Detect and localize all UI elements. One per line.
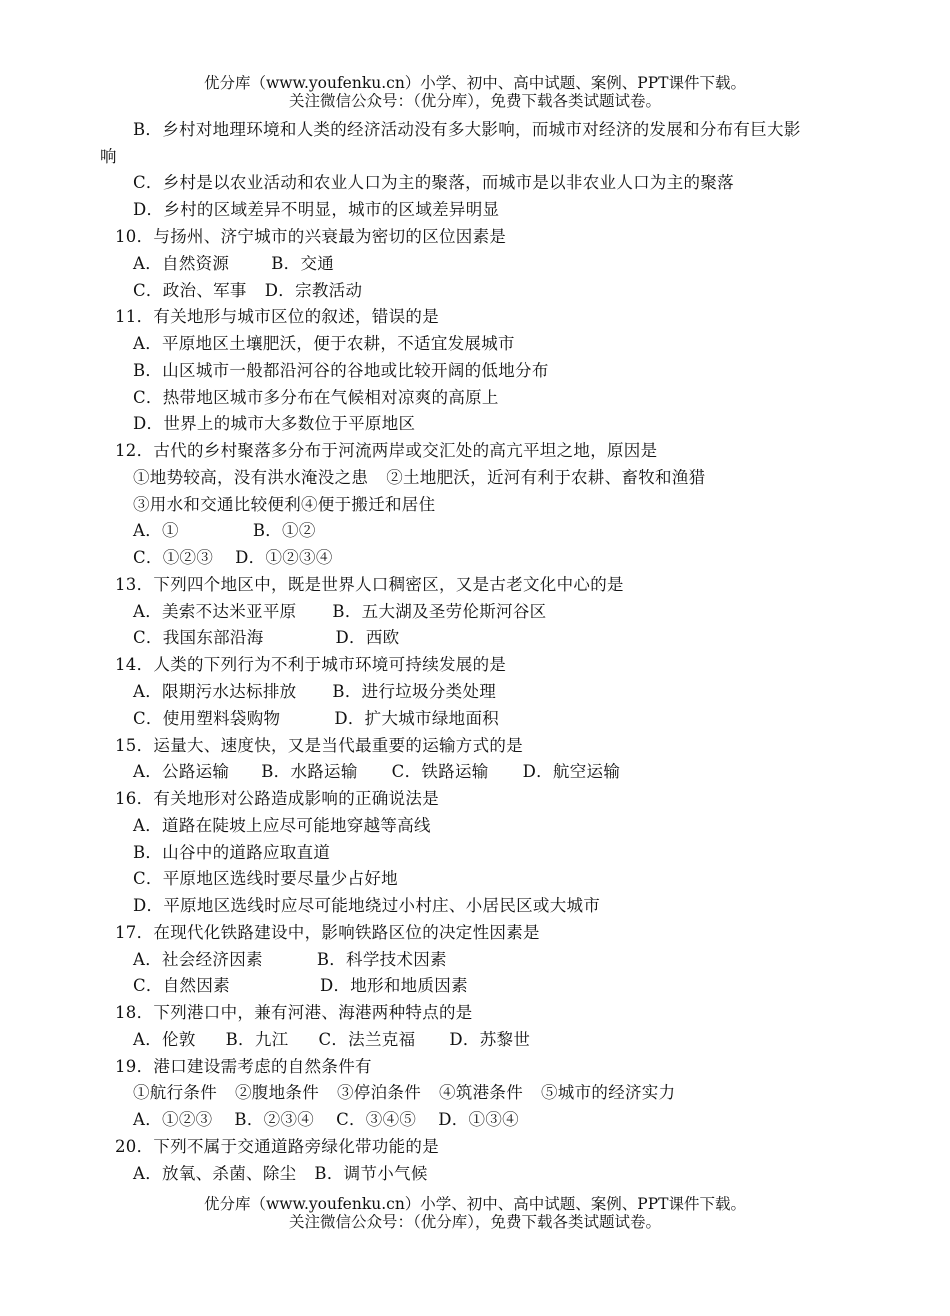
q10-option-a: A．自然资源 [133, 254, 230, 273]
q9-option-b-continued: 响 [100, 147, 117, 166]
q12-option-d: D．①②③④ [235, 548, 333, 567]
q18-option-c: C．法兰克福 [318, 1030, 416, 1049]
q13-option-d: D．西欧 [335, 628, 400, 647]
q12-stem: 12．古代的乡村聚落多分布于河流两岸或交汇处的高亢平坦之地，原因是 [115, 441, 658, 460]
q17-stem: 17．在现代化铁路建设中，影响铁路区位的决定性因素是 [115, 923, 540, 942]
q13-options-row-2 [133, 628, 399, 648]
q20-options-row-1 [133, 1164, 428, 1184]
q17-options-row-1 [133, 950, 447, 970]
q9-option-d: D．乡村的区域差异不明显，城市的区域差异明显 [133, 200, 500, 219]
q19-item-3: ③停泊条件 [337, 1083, 421, 1102]
q16-option-a: A．道路在陡坡上应尽可能地穿越等高线 [133, 816, 431, 835]
q19-option-d: D．①③④ [438, 1110, 519, 1129]
q14-options-row-1 [133, 682, 496, 702]
q16-option-b: B．山谷中的道路应取直道 [133, 843, 331, 862]
q16-option-d: D．平原地区选线时应尽可能地绕过小村庄、小居民区或大城市 [133, 896, 601, 915]
q11-option-d: D．世界上的城市大多数位于平原地区 [133, 414, 416, 433]
q12-options-row-1 [133, 521, 316, 541]
q14-stem: 14．人类的下列行为不利于城市环境可持续发展的是 [115, 655, 507, 674]
q18-option-b: B．九江 [225, 1030, 289, 1049]
page-footer [0, 1195, 950, 1231]
q18-stem: 18．下列港口中，兼有河港、海港两种特点的是 [115, 1003, 473, 1022]
q15-option-b: B．水路运输 [261, 762, 358, 781]
q11-option-a: A．平原地区土壤肥沃，便于农耕，不适宜发展城市 [133, 334, 515, 353]
q18-option-d: D．苏黎世 [449, 1030, 531, 1049]
q19-item-2: ②腹地条件 [235, 1083, 319, 1102]
q10-option-d: D．宗教活动 [264, 281, 363, 300]
footer-line-1: 优分库（www.youfenku.cn）小学、初中、高中试题、案例、PPT课件下载。 [203, 1195, 747, 1213]
q12-item-2: ②土地肥沃，近河有利于农耕、畜牧和渔猎 [386, 468, 706, 487]
header-line-1: 优分库（www.youfenku.cn）小学、初中、高中试题、案例、PPT课件下载。 [203, 74, 747, 92]
q13-option-b: B．五大湖及圣劳伦斯河谷区 [332, 602, 547, 621]
page-header [0, 74, 950, 110]
q19-options-row [133, 1110, 519, 1130]
q17-option-c: C．自然因素 [133, 976, 230, 995]
q19-item-5: ⑤城市的经济实力 [541, 1083, 676, 1102]
q12-items-row-1 [133, 468, 705, 488]
q10-option-c: C．政治、军事 [133, 281, 247, 300]
q17-options-row-2 [133, 976, 468, 996]
q14-option-a: A．限期污水达标排放 [133, 682, 297, 701]
q9-option-c: C．乡村是以农业活动和农业人口为主的聚落，而城市是以非农业人口为主的聚落 [133, 173, 734, 192]
q15-option-d: D．航空运输 [522, 762, 621, 781]
q12-option-b: B．①② [252, 521, 316, 540]
q16-option-c: C．平原地区选线时要尽量少占好地 [133, 869, 398, 888]
q12-option-c: C．①②③ [133, 548, 214, 567]
q15-stem: 15．运量大、速度快，又是当代最重要的运输方式的是 [115, 736, 523, 755]
q15-option-c: C．铁路运输 [391, 762, 489, 781]
q17-option-b: B．科学技术因素 [316, 950, 447, 969]
q13-option-a: A．美索不达米亚平原 [133, 602, 297, 621]
q14-option-c: C．使用塑料袋购物 [133, 709, 281, 728]
q17-option-a: A．社会经济因素 [133, 950, 263, 969]
q15-option-a: A．公路运输 [133, 762, 230, 781]
q10-options-row-1 [133, 254, 334, 274]
q15-options-row [133, 762, 620, 782]
q20-stem: 20．下列不属于交通道路旁绿化带功能的是 [115, 1137, 439, 1156]
q19-items-row [133, 1083, 675, 1103]
q11-stem: 11．有关地形与城市区位的叙述，错误的是 [115, 307, 439, 326]
q19-item-4: ④筑港条件 [439, 1083, 523, 1102]
q19-item-1: ①航行条件 [133, 1083, 217, 1102]
q10-stem: 10．与扬州、济宁城市的兴衰最为密切的区位因素是 [115, 227, 507, 246]
q10-options-row-2 [133, 281, 362, 301]
q12-options-row-2 [133, 548, 333, 568]
q14-option-d: D．扩大城市绿地面积 [334, 709, 500, 728]
q11-option-b: B．山区城市一般都沿河谷的谷地或比较开阔的低地分布 [133, 361, 549, 380]
q13-options-row-1 [133, 602, 546, 622]
q19-option-c: C．③④⑤ [336, 1110, 417, 1129]
q13-option-c: C．我国东部沿海 [133, 628, 264, 647]
q11-option-c: C．热带地区城市多分布在气候相对凉爽的高原上 [133, 388, 499, 407]
q18-option-a: A．伦敦 [133, 1030, 196, 1049]
q19-option-b: B．②③④ [234, 1110, 315, 1129]
header-line-2: 关注微信公众号：（优分库），免费下载各类试题试卷。 [288, 92, 661, 110]
q10-option-b: B．交通 [271, 254, 335, 273]
q19-stem: 19．港口建设需考虑的自然条件有 [115, 1057, 372, 1076]
q20-option-a: A．放氧、杀菌、除尘 [133, 1164, 297, 1183]
q19-option-a: A．①②③ [133, 1110, 213, 1129]
q12-option-a: A．① [133, 521, 179, 540]
q17-option-d: D．地形和地质因素 [319, 976, 468, 995]
q16-stem: 16．有关地形对公路造成影响的正确说法是 [115, 789, 439, 808]
q9-option-b: B．乡村对地理环境和人类的经济活动没有多大影响，而城市对经济的发展和分布有巨大影 [133, 120, 801, 139]
q14-option-b: B．进行垃圾分类处理 [332, 682, 497, 701]
q18-options-row [133, 1030, 530, 1050]
q12-items-row-2: ③用水和交通比较便利④便于搬迁和居住 [133, 495, 436, 514]
q13-stem: 13．下列四个地区中，既是世界人口稠密区，又是古老文化中心的是 [115, 575, 624, 594]
q12-item-1: ①地势较高，没有洪水淹没之患 [133, 468, 369, 487]
footer-line-2: 关注微信公众号：（优分库），免费下载各类试题试卷。 [288, 1213, 661, 1231]
q14-options-row-2 [133, 709, 499, 729]
q20-option-b: B．调节小气候 [314, 1164, 428, 1183]
